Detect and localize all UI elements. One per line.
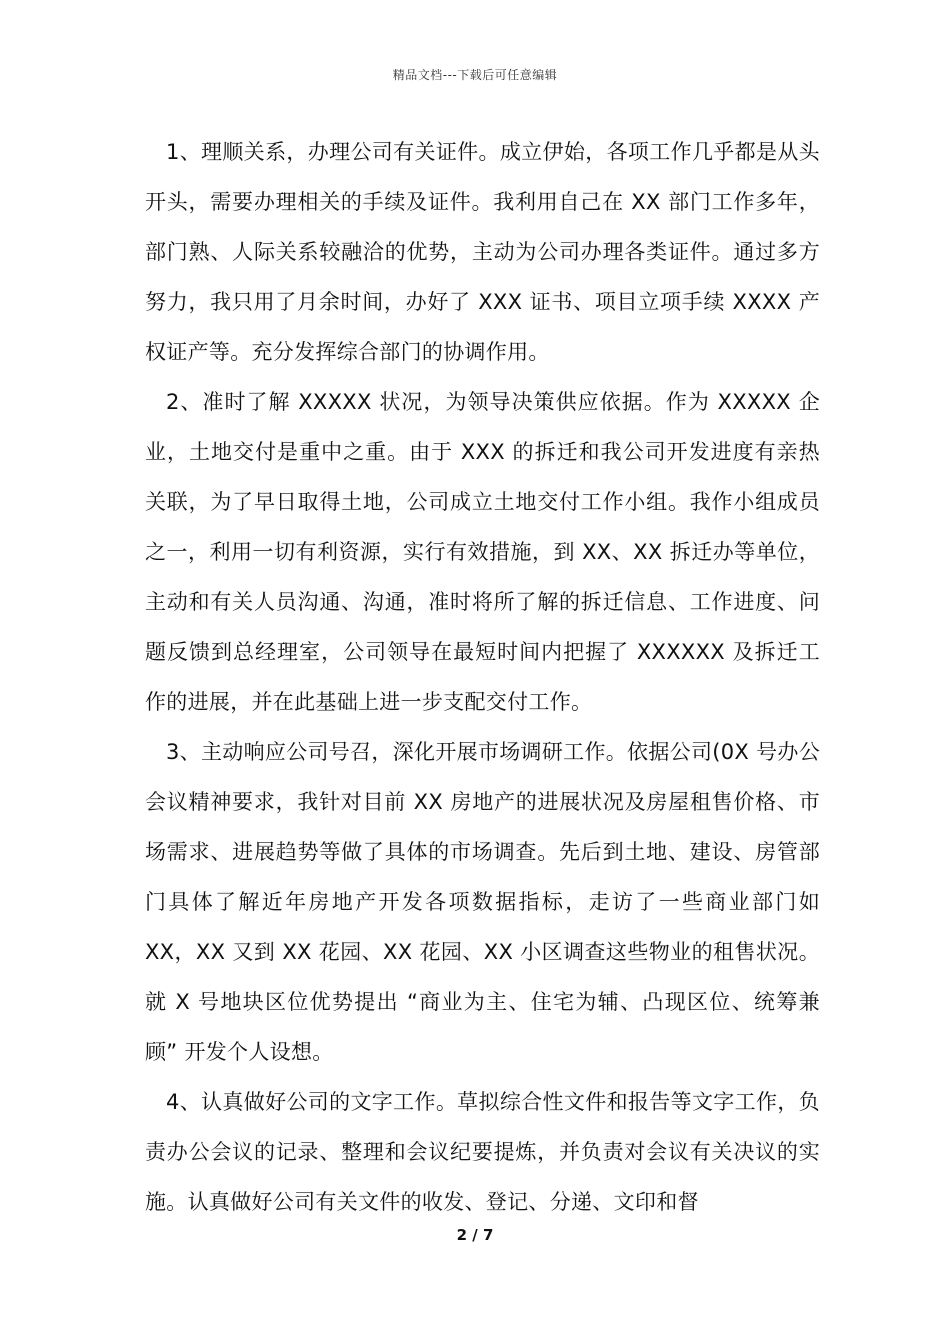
paragraph-4: 4、认真做好公司的文字工作。草拟综合性文件和报告等文字工作，负责办公会议的记录、整理和会议纪要提炼，并负责对会议有关决议的实施。认真做好公司有关文件的收发、登记、分递、文印和督 — [145, 1090, 820, 1214]
paragraph-2: 2、准时了解 XXXXX 状况，为领导决策供应依据。作为 XXXXX 企业，土地交付是重中之重。由于 XXX 的拆迁和我公司开发进度有亲热关联，为了早日取得土地，公司成立土地交付工作小组。我作小组成员之一，利用一切有利资源，实行有效措施，到 XX、XX 拆迁办等单位，主动和有关人员沟通、沟通，准时将所了解的拆迁信息、工作进度、问题反馈到总经理室，公司领导在最短时间内把握了 XXXXXX 及拆迁工作的进展，并在此基础上进一步支配交付工作。 — [145, 390, 820, 714]
paragraph-1: 1、理顺关系，办理公司有关证件。成立伊始，各项工作几乎都是从头开头，需要办理相关的手续及证件。我利用自己在 XX 部门工作多年，部门熟、人际关系较融洽的优势，主动为公司办理各类证件。通过多方努力，我只用了月余时间，办好了 XXX 证书、项目立项手续 XXXX 产权证产等。充分发挥综合部门的协调作用。 — [145, 140, 820, 364]
page-header: 精品文档---下载后可任意编辑 — [392, 68, 558, 82]
page-number: 2 / 7 — [456, 1226, 494, 1244]
paragraph-3: 3、主动响应公司号召，深化开展市场调研工作。依据公司(0X 号办公会议精神要求，我针对目前 XX 房地产的进展状况及房屋租售价格、市场需求、进展趋势等做了具体的市场调查。先后到土地、建设、房管部门具体了解近年房地产开发各项数据指标，走访了一些商业部门如 XX，XX 又到 XX 花园、XX 花园、XX 小区调查这些物业的租售状况。就 X 号地块区位优势提出 “商业为主、住宅为辅、凸现区位、统筹兼顾” 开发个人设想。 — [145, 740, 820, 1064]
document-body — [145, 127, 820, 1227]
